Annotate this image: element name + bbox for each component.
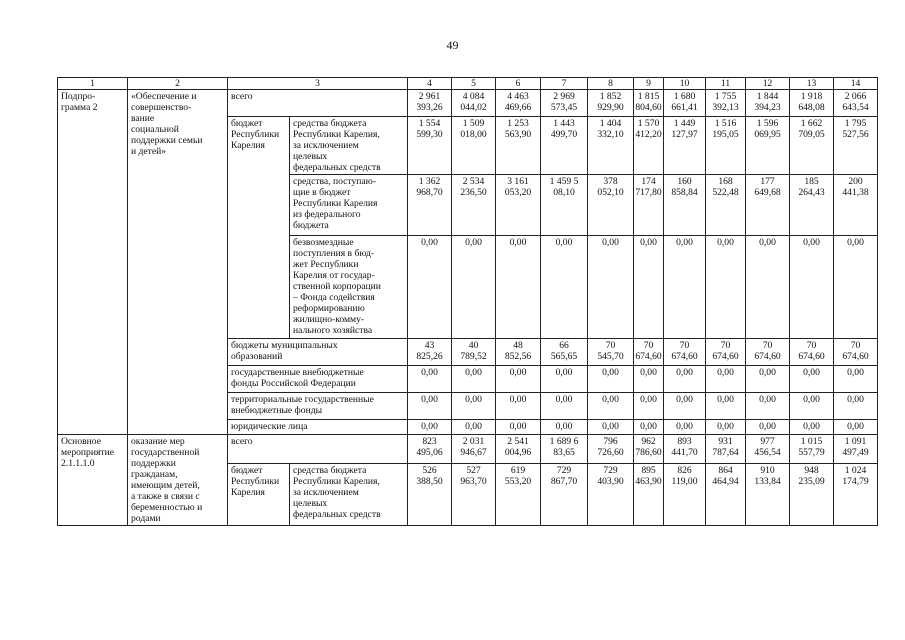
- value-cell: 977 456,54: [746, 435, 790, 464]
- value-cell: 619 553,20: [496, 463, 541, 525]
- value-cell: 0,00: [634, 393, 664, 420]
- value-cell: 1 015 557,79: [790, 435, 834, 464]
- header-cell: 1: [58, 78, 128, 90]
- value-cell: 0,00: [588, 236, 634, 339]
- row-label: бюджет Республики Карелия: [228, 117, 290, 339]
- value-cell: 70 674,60: [634, 339, 664, 366]
- value-cell: 1 689 6 83,65: [541, 435, 588, 464]
- value-cell: 729 403,90: [588, 463, 634, 525]
- value-cell: 0,00: [541, 420, 588, 435]
- value-cell: 1 509 018,00: [452, 117, 496, 175]
- value-cell: 0,00: [588, 366, 634, 393]
- value-cell: 0,00: [706, 366, 746, 393]
- value-cell: 70 674,60: [664, 339, 706, 366]
- value-cell: 729 867,70: [541, 463, 588, 525]
- value-cell: 0,00: [541, 236, 588, 339]
- header-cell: 12: [746, 78, 790, 90]
- value-cell: 910 133,84: [746, 463, 790, 525]
- value-cell: 200 441,38: [834, 175, 878, 236]
- value-cell: 2 541 004,96: [496, 435, 541, 464]
- value-cell: 1 852 929,90: [588, 90, 634, 117]
- header-cell: 8: [588, 78, 634, 90]
- header-cell: 6: [496, 78, 541, 90]
- value-cell: 1 443 499,70: [541, 117, 588, 175]
- value-cell: 948 235,09: [790, 463, 834, 525]
- value-cell: 1 516 195,05: [706, 117, 746, 175]
- value-cell: 185 264,43: [790, 175, 834, 236]
- value-cell: 0,00: [834, 366, 878, 393]
- value-cell: 0,00: [496, 366, 541, 393]
- value-cell: 43 825,26: [408, 339, 452, 366]
- row-label: территориальные государственные внебюджетные фонды: [228, 393, 408, 420]
- value-cell: 0,00: [834, 420, 878, 435]
- value-cell: 931 787,64: [706, 435, 746, 464]
- value-cell: 1 570 412,20: [634, 117, 664, 175]
- header-cell: 14: [834, 78, 878, 90]
- value-cell: 2 534 236,50: [452, 175, 496, 236]
- value-cell: 0,00: [452, 366, 496, 393]
- value-cell: 378 052,10: [588, 175, 634, 236]
- value-cell: 0,00: [746, 366, 790, 393]
- value-cell: 1 459 5 08,10: [541, 175, 588, 236]
- value-cell: 2 961 393,26: [408, 90, 452, 117]
- value-cell: 70 674,60: [834, 339, 878, 366]
- value-cell: 0,00: [706, 393, 746, 420]
- header-cell: 11: [706, 78, 746, 90]
- header-cell: 4: [408, 78, 452, 90]
- value-cell: 0,00: [746, 420, 790, 435]
- value-cell: 0,00: [790, 393, 834, 420]
- subprogram-title: Подпро- грамма 2: [58, 90, 128, 435]
- value-cell: 177 649,68: [746, 175, 790, 236]
- row-label: средства бюджета Республики Карелия, за исключением целевых федеральных средств: [290, 463, 408, 525]
- value-cell: 0,00: [834, 393, 878, 420]
- value-cell: 1 844 394,23: [746, 90, 790, 117]
- value-cell: 4 084 044,02: [452, 90, 496, 117]
- value-cell: 0,00: [496, 393, 541, 420]
- value-cell: 0,00: [746, 236, 790, 339]
- row-label: средства бюджета Республики Карелия, за исключением целевых федеральных средств: [290, 117, 408, 175]
- value-cell: 823 495,06: [408, 435, 452, 464]
- value-cell: 48 852,56: [496, 339, 541, 366]
- row-label: бюджеты муниципальных образований: [228, 339, 408, 366]
- value-cell: 895 463,90: [634, 463, 664, 525]
- value-cell: 3 161 053,20: [496, 175, 541, 236]
- value-cell: 0,00: [634, 420, 664, 435]
- value-cell: 1 404 332,10: [588, 117, 634, 175]
- value-cell: 0,00: [790, 236, 834, 339]
- value-cell: 70 674,60: [746, 339, 790, 366]
- page-number: 49: [446, 38, 459, 52]
- value-cell: 0,00: [664, 420, 706, 435]
- value-cell: 0,00: [408, 236, 452, 339]
- value-cell: 0,00: [834, 236, 878, 339]
- value-cell: 174 717,80: [634, 175, 664, 236]
- value-cell: 1 024 174,79: [834, 463, 878, 525]
- value-cell: 864 464,94: [706, 463, 746, 525]
- value-cell: 70 545,70: [588, 339, 634, 366]
- value-cell: 1 918 648,08: [790, 90, 834, 117]
- value-cell: 0,00: [790, 420, 834, 435]
- value-cell: 1 815 804,60: [634, 90, 664, 117]
- value-cell: 66 565,65: [541, 339, 588, 366]
- value-cell: 2 031 946,67: [452, 435, 496, 464]
- value-cell: 1 680 661,41: [664, 90, 706, 117]
- header-cell: 2: [128, 78, 228, 90]
- value-cell: 0,00: [634, 366, 664, 393]
- measure-title: Основное мероприятие 2.1.1.1.0: [58, 435, 128, 526]
- header-cell: 9: [634, 78, 664, 90]
- table-row: [58, 435, 878, 464]
- row-label: безвозмездные поступления в бюд- жет Республики Карелия от государ- ственной корпорации – Фонда содействия реформированию жилищно-комму- нального хозяйства: [290, 236, 408, 339]
- budget-table: [57, 77, 878, 526]
- row-label: государственные внебюджетные фонды Российской Федерации: [228, 366, 408, 393]
- value-cell: 0,00: [408, 393, 452, 420]
- row-label: юридические лица: [228, 420, 408, 435]
- value-cell: 0,00: [496, 236, 541, 339]
- value-cell: 1 554 599,30: [408, 117, 452, 175]
- value-cell: 527 963,70: [452, 463, 496, 525]
- header-cell: 5: [452, 78, 496, 90]
- value-cell: 1 596 069,95: [746, 117, 790, 175]
- header-cell: 3: [228, 78, 408, 90]
- value-cell: 2 066 643,54: [834, 90, 878, 117]
- value-cell: 1 755 392,13: [706, 90, 746, 117]
- value-cell: 0,00: [706, 420, 746, 435]
- value-cell: 0,00: [541, 393, 588, 420]
- value-cell: 0,00: [790, 366, 834, 393]
- value-cell: 40 789,52: [452, 339, 496, 366]
- value-cell: 2 969 573,45: [541, 90, 588, 117]
- value-cell: 0,00: [588, 420, 634, 435]
- value-cell: 893 441,70: [664, 435, 706, 464]
- value-cell: 0,00: [452, 393, 496, 420]
- header-row: [58, 78, 878, 90]
- value-cell: 1 449 127,97: [664, 117, 706, 175]
- value-cell: 0,00: [452, 236, 496, 339]
- value-cell: 70 674,60: [790, 339, 834, 366]
- value-cell: 0,00: [634, 236, 664, 339]
- value-cell: 0,00: [452, 420, 496, 435]
- measure-name: оказание мер государственной поддержки гражданам, имеющим детей, а также в связи с беременностью и родами: [128, 435, 228, 526]
- value-cell: 1 362 968,70: [408, 175, 452, 236]
- value-cell: 1 091 497,49: [834, 435, 878, 464]
- value-cell: 0,00: [408, 420, 452, 435]
- value-cell: 0,00: [664, 236, 706, 339]
- subprogram-name: «Обеспечение и совершенство- вание социальной поддержки семьи и детей»: [128, 90, 228, 435]
- value-cell: 0,00: [706, 236, 746, 339]
- value-cell: 0,00: [496, 420, 541, 435]
- value-cell: 0,00: [664, 393, 706, 420]
- value-cell: 962 786,60: [634, 435, 664, 464]
- value-cell: 0,00: [588, 393, 634, 420]
- header-cell: 13: [790, 78, 834, 90]
- value-cell: 0,00: [746, 393, 790, 420]
- value-cell: 0,00: [541, 366, 588, 393]
- table-row: [58, 90, 878, 117]
- value-cell: 1 253 563,90: [496, 117, 541, 175]
- value-cell: 796 726,60: [588, 435, 634, 464]
- header-cell: 7: [541, 78, 588, 90]
- value-cell: 4 463 469,66: [496, 90, 541, 117]
- value-cell: 160 858,84: [664, 175, 706, 236]
- row-label: всего: [228, 90, 408, 117]
- row-label: всего: [228, 435, 408, 464]
- value-cell: 70 674,60: [706, 339, 746, 366]
- row-label: средства, поступаю- щие в бюджет Республики Карелия из федерального бюджета: [290, 175, 408, 236]
- value-cell: 168 522,48: [706, 175, 746, 236]
- header-cell: 10: [664, 78, 706, 90]
- value-cell: 526 388,50: [408, 463, 452, 525]
- value-cell: 0,00: [408, 366, 452, 393]
- value-cell: 1 662 709,05: [790, 117, 834, 175]
- value-cell: 1 795 527,56: [834, 117, 878, 175]
- value-cell: 0,00: [664, 366, 706, 393]
- row-label: бюджет Республики Карелия: [228, 463, 290, 525]
- value-cell: 826 119,00: [664, 463, 706, 525]
